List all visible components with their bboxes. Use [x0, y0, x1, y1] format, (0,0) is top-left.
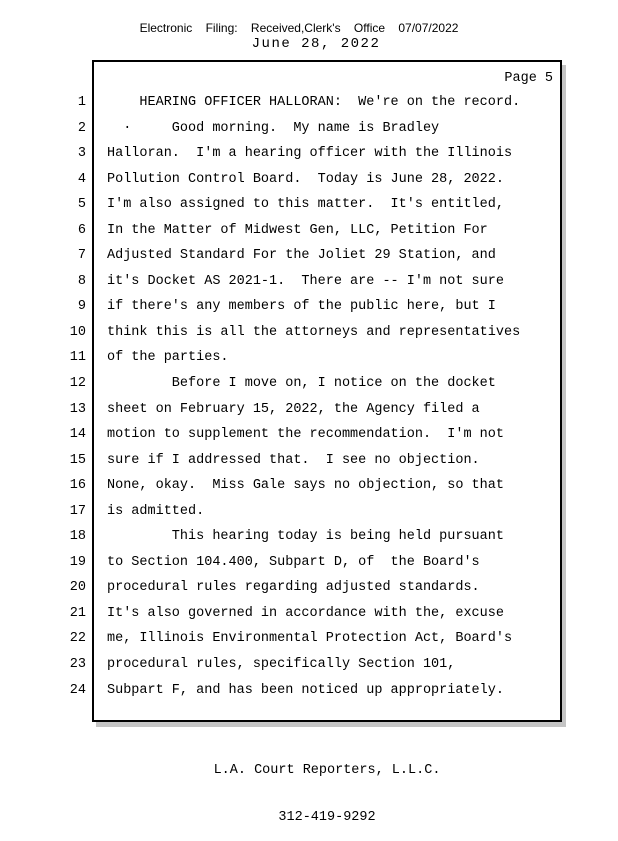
transcript-line-row	[0, 652, 618, 678]
line-number: 6	[77, 222, 86, 238]
line-number: 24	[69, 682, 86, 698]
transcript-line-row	[0, 116, 618, 142]
line-number: 8	[77, 273, 86, 289]
transcript-line-row	[0, 601, 618, 627]
line-number: 7	[77, 248, 86, 264]
line-text: Before I move on, I notice on the docket	[107, 376, 496, 392]
line-number: 1	[77, 95, 86, 110]
line-text: HEARING OFFICER HALLORAN: We're on the record.	[107, 95, 521, 110]
transcript-lines	[0, 90, 618, 703]
line-text: is admitted.	[107, 503, 205, 519]
transcript-line-row	[0, 167, 618, 193]
hearing-date: June 28, 2022	[251, 36, 381, 52]
reporter-phone: 312-419-9292	[278, 809, 376, 825]
transcript-line-row	[0, 269, 618, 295]
line-text: Adjusted Standard For the Joliet 29 Station, and	[107, 248, 496, 264]
line-number: 20	[69, 580, 86, 596]
line-text: it's Docket AS 2021-1. There are -- I'm not sure	[107, 273, 504, 289]
line-text: sheet on February 15, 2022, the Agency filed a	[107, 401, 480, 417]
footer	[92, 732, 562, 841]
transcript-line-row	[0, 243, 618, 269]
line-text: procedural rules regarding adjusted standards.	[107, 580, 480, 596]
line-number: 3	[77, 146, 86, 162]
line-number: 16	[69, 478, 86, 494]
line-number: 10	[69, 324, 86, 340]
line-text: if there's any members of the public here, but I	[107, 299, 496, 315]
transcript-line-row	[0, 422, 618, 448]
line-text: It's also governed in accordance with the, excuse	[107, 605, 504, 621]
reporter-name: L.A. Court Reporters, L.L.C.	[213, 763, 441, 778]
transcript-line-row	[0, 320, 618, 346]
transcript-line-row	[0, 575, 618, 601]
line-text: procedural rules, specifically Section 101,	[107, 657, 456, 673]
transcript-line-row	[0, 550, 618, 576]
line-number: 18	[69, 529, 86, 545]
line-text: me, Illinois Environmental Protection Act, Board's	[107, 631, 513, 647]
line-number: 2	[77, 120, 86, 136]
line-text: think this is all the attorneys and representatives	[107, 324, 521, 340]
transcript-line-row	[0, 371, 618, 397]
line-number: 17	[69, 503, 86, 519]
page-number-label: Page 5	[504, 71, 553, 86]
transcript-line-row	[0, 192, 618, 218]
transcript-line-row	[0, 90, 618, 116]
line-text: In the Matter of Midwest Gen, LLC, Petition For	[107, 222, 488, 238]
line-number: 9	[77, 299, 86, 315]
line-text: motion to supplement the recommendation. I'm not	[107, 427, 504, 443]
transcript-line-row	[0, 294, 618, 320]
line-text: of the parties.	[107, 350, 229, 366]
efiling-stamp: Electronic Filing: Received,Clerk's Office 07/07/2022	[139, 21, 459, 35]
line-text: · Good morning. My name is Bradley	[107, 120, 440, 136]
line-text: Subpart F, and has been noticed up appropriately.	[107, 682, 504, 698]
line-text: Pollution Control Board. Today is June 28, 2022.	[107, 171, 504, 187]
line-text: to Section 104.400, Subpart D, of the Board's	[107, 554, 480, 570]
line-number: 19	[69, 554, 86, 570]
line-number: 21	[69, 605, 86, 621]
line-number: 11	[69, 350, 86, 366]
transcript-line-row	[0, 473, 618, 499]
transcript-line-row	[0, 499, 618, 525]
line-text: I'm also assigned to this matter. It's entitled,	[107, 197, 504, 213]
transcript-line-row	[0, 345, 618, 371]
line-text: This hearing today is being held pursuant	[107, 529, 504, 545]
line-number: 12	[69, 376, 86, 392]
transcript-line-row	[0, 524, 618, 550]
line-text: sure if I addressed that. I see no objection.	[107, 452, 480, 468]
transcript-line-row	[0, 626, 618, 652]
line-number: 14	[69, 427, 86, 443]
transcript-line-row	[0, 141, 618, 167]
line-text: Halloran. I'm a hearing officer with the Illinois	[107, 146, 513, 162]
line-number: 4	[77, 171, 86, 187]
transcript-line-row	[0, 397, 618, 423]
line-text: None, okay. Miss Gale says no objection, so that	[107, 478, 504, 494]
transcript-line-row	[0, 218, 618, 244]
line-number: 23	[69, 657, 86, 673]
transcript-line-row	[0, 448, 618, 474]
transcript-line-row	[0, 678, 618, 704]
line-number: 13	[69, 401, 86, 417]
line-number: 15	[69, 452, 86, 468]
line-number: 22	[69, 631, 86, 647]
line-number: 5	[77, 197, 86, 213]
